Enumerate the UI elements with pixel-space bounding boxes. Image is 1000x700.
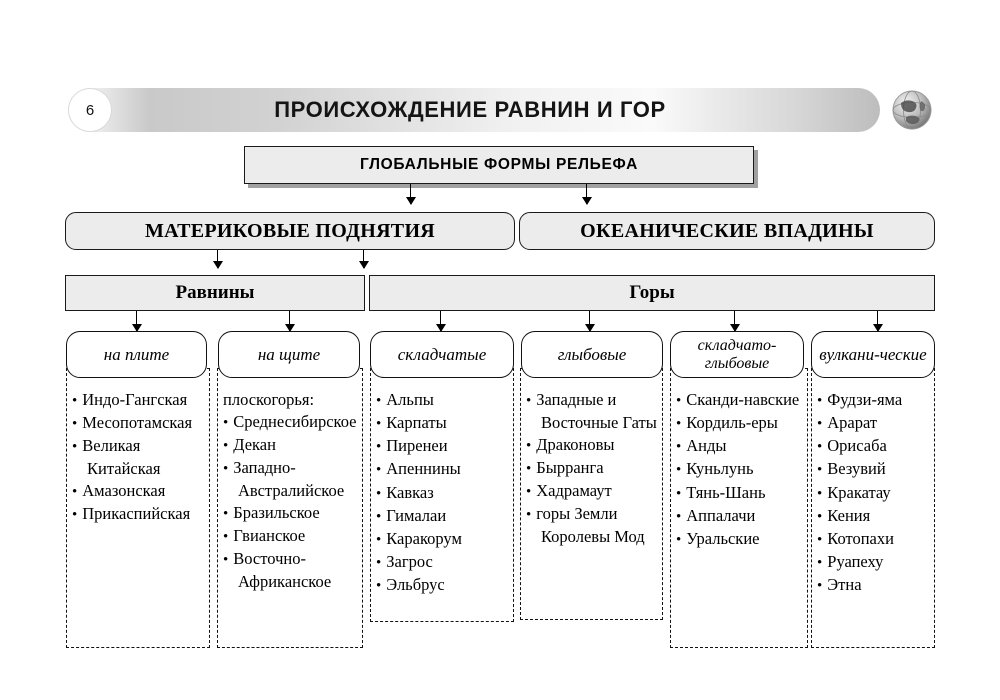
list-item: • горы Земли Королевы Мод [526,504,645,546]
bullet-icon: • [526,437,532,454]
pill-vulkanicheskie[interactable] [811,331,935,378]
bullet-icon: • [676,416,682,433]
list-vulkanicheskie-items [817,389,930,597]
list-item: • Куньлунь [676,459,754,479]
bullet-icon: • [817,508,823,525]
list-item: • Бырранга [526,457,604,477]
bullet-icon: • [376,485,382,502]
arrow-mountains-to-folded [440,311,441,331]
list-skladchato-glybovye [670,368,808,648]
bullet-icon: • [676,439,682,456]
list-vulkanicheskie [811,368,935,648]
bullet-icon: • [223,415,229,432]
bullet-icon: • [817,578,823,595]
list-item: • Индо-Гангская [72,390,188,409]
list-item: • Пиренеи [376,436,448,456]
arrow-plains-to-plate [136,311,137,331]
list-item: • Тянь-Шань [676,482,766,502]
list-na-plite-items [72,389,205,526]
pill-na-plite[interactable] [66,331,207,378]
list-item: • Среднесибирское [223,412,357,432]
bullet-icon: • [676,462,682,479]
bullet-icon: • [72,416,78,433]
node-oceanic-basins-label: ОКЕАНИЧЕСКИЕ ВПАДИНЫ [580,219,874,242]
bullet-icon: • [223,506,229,523]
bullet-icon: • [72,393,78,409]
list-item: • Прикаспийская [72,504,191,524]
list-item: • Кавказ [376,482,434,502]
list-item: • Анды [676,436,727,456]
bullet-icon: • [817,393,823,409]
bullet-icon: • [72,507,78,524]
pill-na-shchite[interactable] [218,331,360,378]
list-item: • Амазонская [72,481,166,501]
bullet-icon: • [223,552,229,569]
list-item: • Аппалачи [676,505,756,525]
page-title: ПРОИСХОЖДЕНИЕ РАВНИН И ГОР [274,97,666,122]
bullet-icon: • [223,461,229,478]
list-item: • Сканди-навские [676,390,800,409]
arrow-mountains-to-folded-block [734,311,735,331]
list-skladchatye [370,368,514,622]
bullet-icon: • [676,508,682,525]
bullet-icon: • [376,462,382,479]
list-item: • Эльбрус [376,575,445,595]
list-item: • Хадрамаут [526,481,612,501]
node-mountains-label: Горы [629,282,675,303]
arrow-continental-to-plains [217,250,218,268]
bullet-icon: • [676,531,682,548]
bullet-icon: • [526,460,532,477]
bullet-icon: • [526,393,532,409]
node-oceanic-basins[interactable] [519,212,935,250]
pill-skladchatye[interactable] [370,331,514,378]
list-item: • Котопахи [817,528,894,548]
bullet-icon: • [676,393,682,409]
bullet-icon: • [817,439,823,456]
bullet-icon: • [376,393,382,409]
list-item: • Кордиль-еры [676,413,778,433]
list-item: • Бразильское [223,503,320,523]
arrow-root-to-continental [410,184,411,204]
list-item: • Декан [223,435,276,455]
arrow-plains-to-shield [289,311,290,331]
list-na-shchite-items [223,389,358,593]
list-glybovye [520,368,663,620]
pill-na-shchite-label: на щите [257,344,321,364]
bullet-icon: • [526,507,532,524]
bullet-icon: • [376,531,382,548]
globe-icon [888,86,936,134]
list-item: • Этна [817,575,862,595]
list-item: • Гвианское [223,526,306,546]
list-item: • Кения [817,505,871,525]
pill-skladchato-glybovye[interactable] [670,331,804,378]
list-na-shchite [217,368,363,648]
bullet-icon: • [223,529,229,546]
list-item: • Каракорум [376,528,462,548]
node-global-relief-forms-label: ГЛОБАЛЬНЫЕ ФОРМЫ РЕЛЬЕФА [360,156,638,173]
bullet-icon: • [817,531,823,548]
bullet-icon: • [72,484,78,501]
list-item: • Орисаба [817,436,887,456]
list-item: • Западно-Австралийское [223,458,345,501]
pill-skladchatye-label: складчатые [397,344,487,364]
list-item: • Великая Китайская [72,436,161,478]
bullet-icon: • [817,416,823,433]
bullet-icon: • [676,485,682,502]
list-item: • Арарат [817,413,878,433]
node-continental-uplifts[interactable] [65,212,515,250]
list-item: • Карпаты [376,413,447,433]
bullet-icon: • [72,439,78,456]
node-plains-label: Равнины [175,282,255,303]
pill-na-plite-label: на плите [103,344,170,364]
list-item: • Уральские [676,528,760,548]
list-item: • Фудзи-яма [817,390,903,409]
bullet-icon: • [376,554,382,571]
bullet-icon: • [817,462,823,479]
list-item: • Апеннины [376,459,461,479]
list-item: • Месопотамская [72,413,193,433]
list-lead: плоскогорья: [223,390,315,409]
page-number-text: 6 [85,101,95,119]
list-item: • Загрос [376,551,433,571]
list-na-plite [66,368,210,648]
page-number-badge [68,88,112,132]
arrow-root-to-oceanic [586,184,587,204]
list-item: • Кракатау [817,482,891,502]
list-skladchato-glybovye-items [676,389,803,550]
arrow-mountains-to-block [589,311,590,331]
bullet-icon: • [376,439,382,456]
node-global-relief-forms[interactable] [244,146,754,184]
bullet-icon: • [817,485,823,502]
list-item: • Восточно-Африканское [223,549,332,592]
arrow-mountains-to-volcanic [877,311,878,331]
bullet-icon: • [223,438,229,455]
list-item: • Везувий [817,459,886,479]
pill-glybovye-label: глыбовые [557,344,627,364]
list-item: • Альпы [376,390,434,409]
pill-vulkanicheskie-label: вулкани-ческие [819,344,927,364]
bullet-icon: • [376,578,382,595]
list-glybovye-items [526,389,658,547]
bullet-icon: • [376,508,382,525]
list-item: • Руапеху [817,551,884,571]
node-mountains[interactable] [369,275,935,311]
node-plains[interactable] [65,275,365,311]
list-skladchatye-items [376,389,509,597]
bullet-icon: • [376,416,382,433]
list-item: • Драконовы [526,434,615,454]
bullet-icon: • [817,554,823,571]
list-item: • Западные и Восточные Гаты [526,390,657,432]
node-continental-uplifts-label: МАТЕРИКОВЫЕ ПОДНЯТИЯ [144,219,436,242]
pill-skladchato-glybovye-label: складчато-глыбовые [697,336,777,372]
list-item: • Гималаи [376,505,447,525]
pill-glybovye[interactable] [521,331,663,378]
arrow-continental-to-mountains [363,250,364,268]
bullet-icon: • [526,484,532,501]
